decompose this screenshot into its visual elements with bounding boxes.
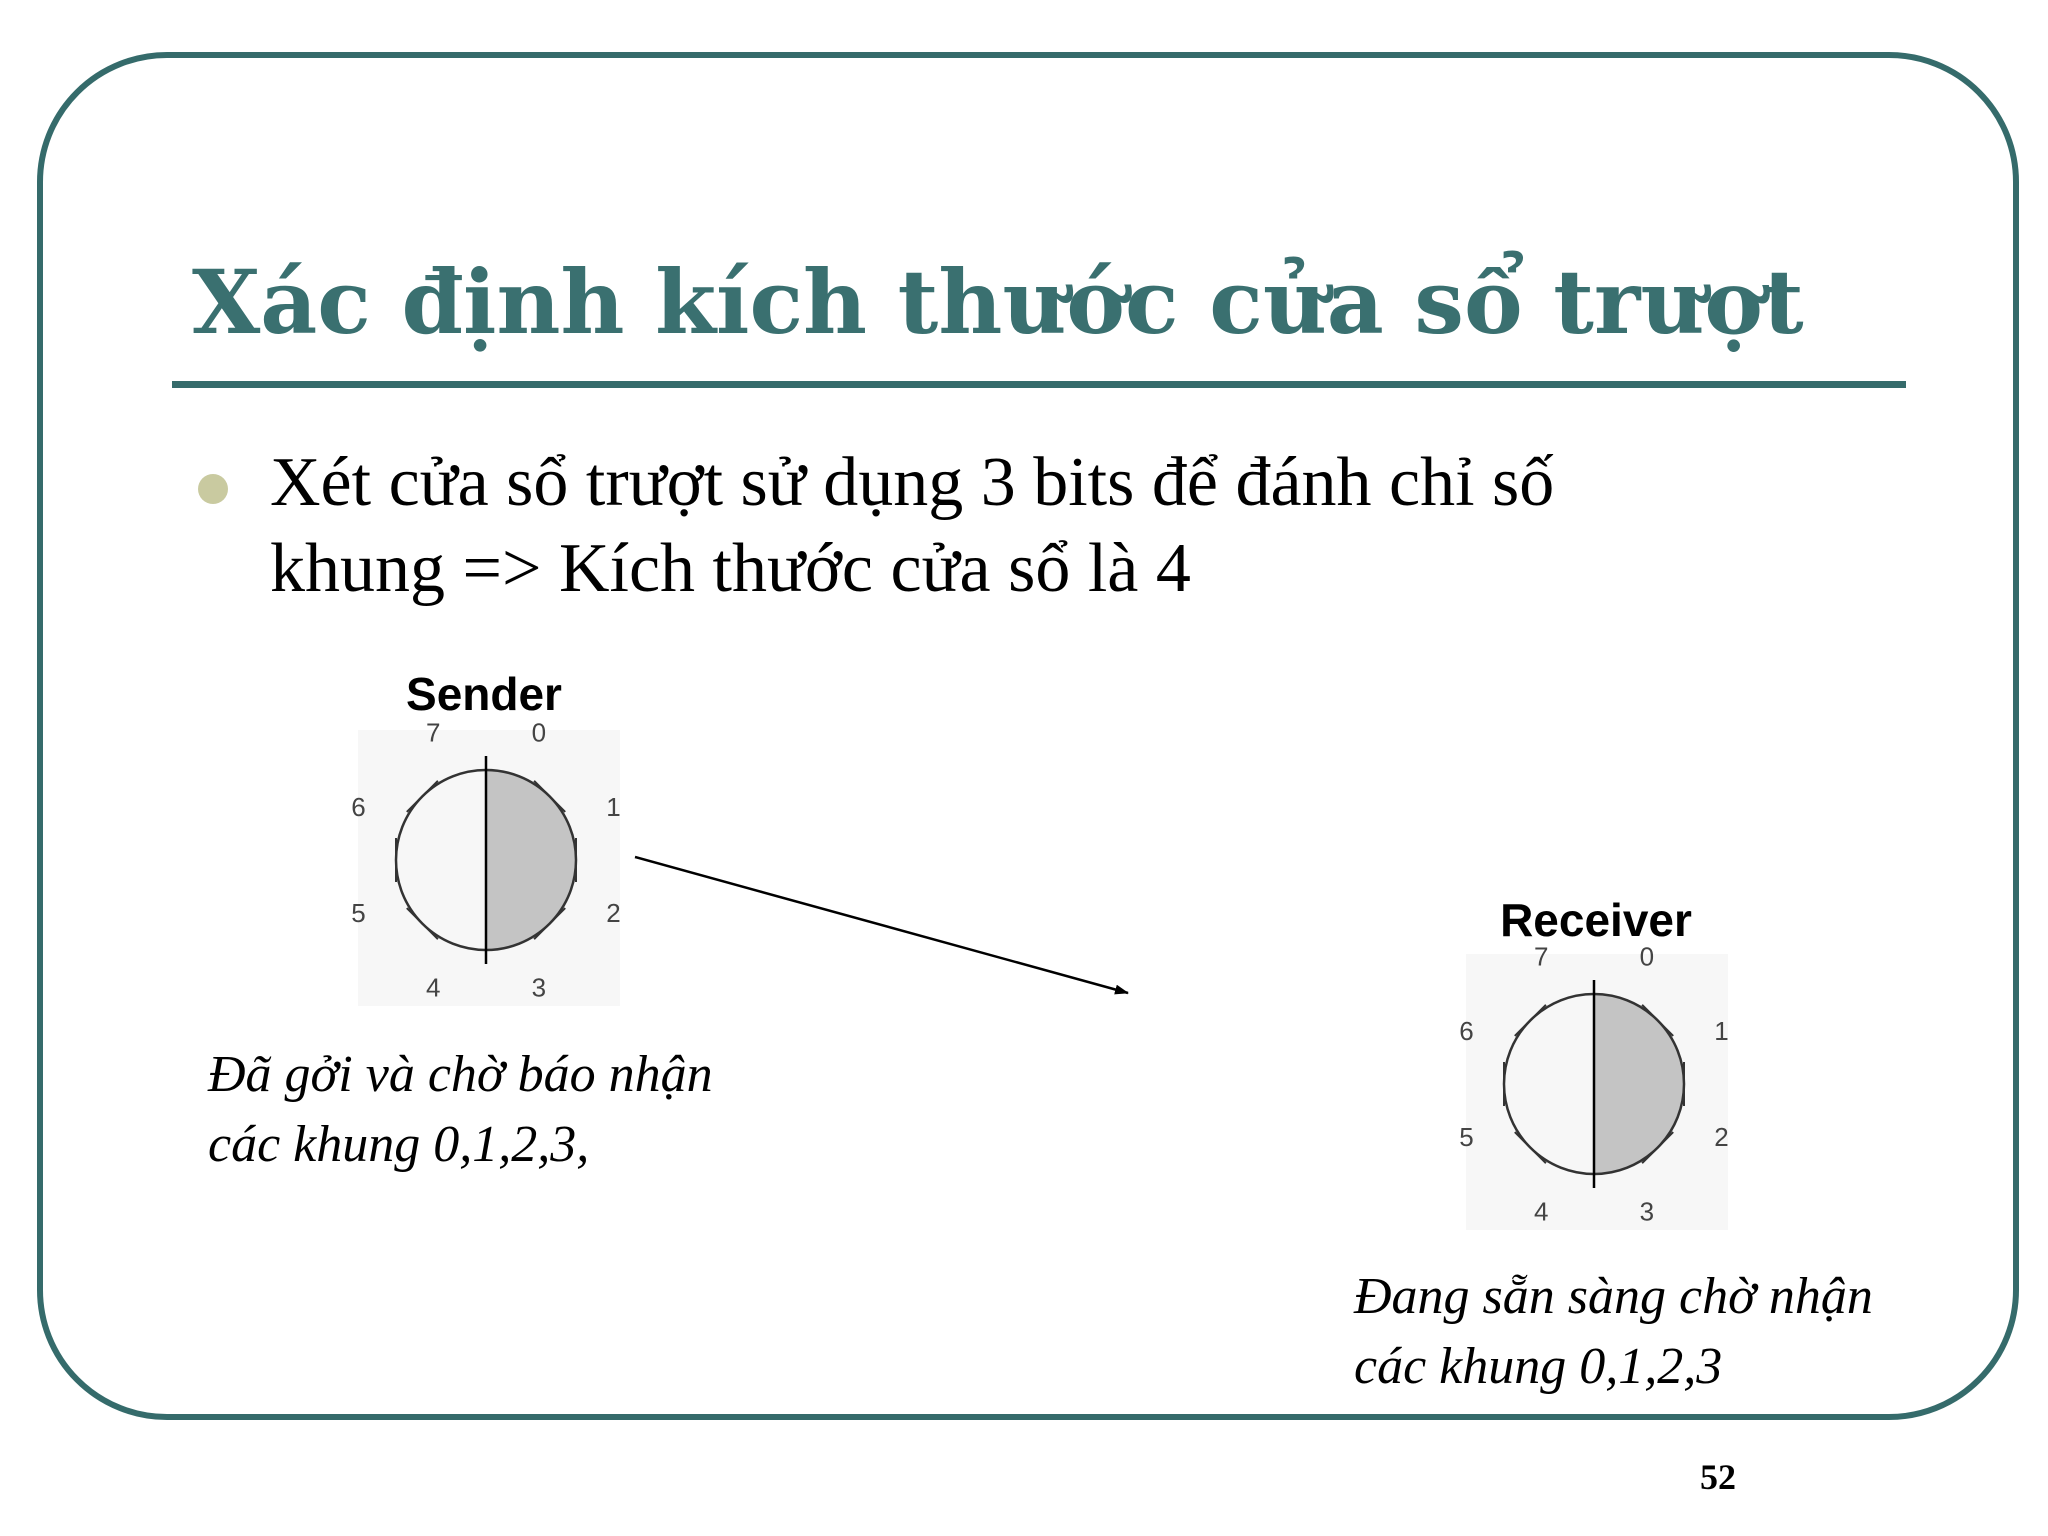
receiver-caption [1354,1262,1873,1402]
sender-seq-number: 3 [531,972,547,1003]
sender-seq-number: 4 [425,972,441,1003]
sender-diagram [351,668,620,1006]
slide-title: Xác định kích thước cửa sổ trượt [192,250,1804,354]
sender-caption-line-2: các khung 0,1,2,3, [208,1116,590,1173]
bullet-line-1: Xét cửa sổ trượt sử dụng 3 bits để đánh chỉ số [270,444,1555,521]
receiver-caption-line-1: Đang sẵn sàng chờ nhận [1354,1268,1873,1325]
receiver-seq-number: 1 [1714,1016,1729,1047]
receiver-caption-line-2: các khung 0,1,2,3 [1354,1338,1723,1395]
sender-seq-number: 7 [425,717,441,748]
sender-caption-line-1: Đã gởi và chờ báo nhận [208,1046,713,1103]
receiver-seq-number: 0 [1639,941,1655,972]
receiver-diagram [1459,894,1728,1230]
receiver-wheel [1459,942,1728,1230]
sender-seq-number: 0 [531,717,547,748]
receiver-seq-number: 4 [1533,1196,1549,1227]
sender-caption [208,1040,713,1180]
sender-seq-number: 6 [351,792,366,823]
receiver-seq-number: 5 [1459,1121,1474,1152]
receiver-label: Receiver [1500,894,1692,946]
receiver-seq-number: 7 [1533,941,1549,972]
sender-label: Sender [406,668,562,720]
sender-seq-number: 1 [606,792,621,823]
receiver-seq-number: 6 [1459,1016,1474,1047]
bullet-line-2: khung => Kích thước cửa sổ là 4 [270,530,1191,607]
receiver-seq-number: 3 [1639,1196,1655,1227]
page-number: 52 [1700,1457,1736,1497]
sender-wheel [351,718,620,1006]
receiver-seq-number: 2 [1714,1121,1729,1152]
sender-seq-number: 2 [606,897,621,928]
sender-seq-number: 5 [351,897,366,928]
transmission-arrow [635,857,1128,993]
